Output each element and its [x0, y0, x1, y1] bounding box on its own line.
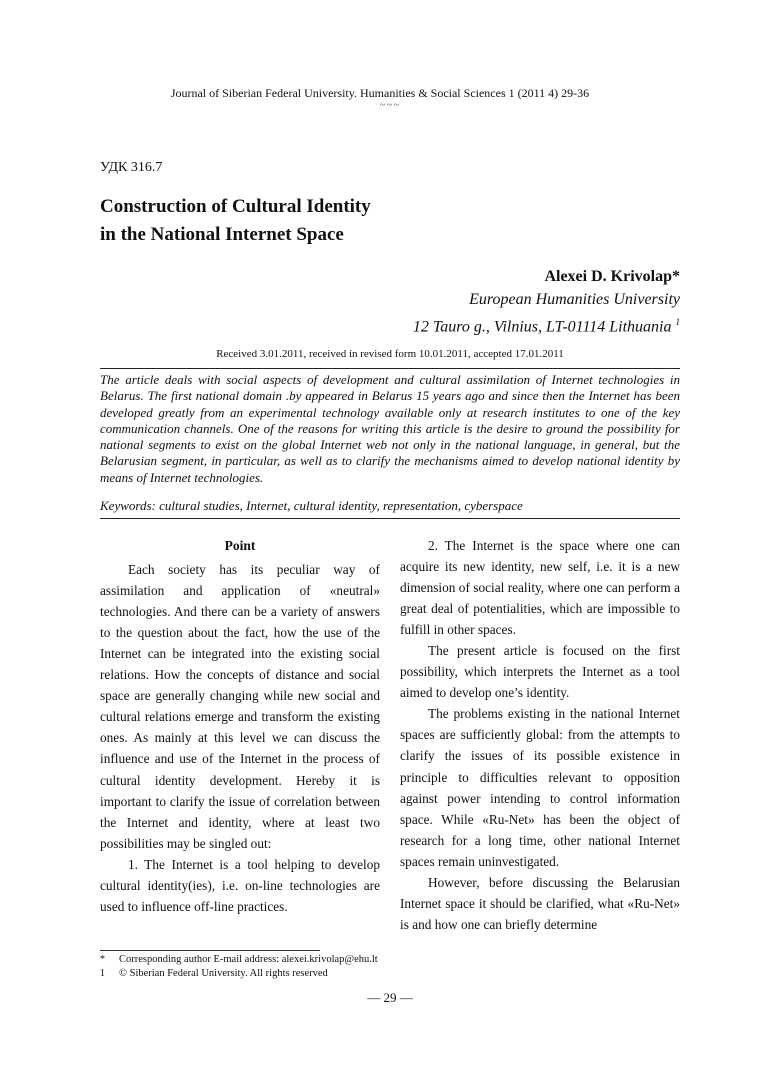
title-line-2: in the National Internet Space	[100, 224, 344, 245]
footnotes	[100, 953, 378, 981]
paragraph: 2. The Internet is the space where one can acquire its new identity, new self, i.e. it is a new dimension of social reality, where one can perform a great deal of potentialities, which are impossible to fulfill in other spaces.	[400, 538, 680, 638]
right-column	[400, 535, 680, 935]
footnote	[100, 967, 378, 981]
author-block	[413, 265, 680, 338]
journal-header: Journal of Siberian Federal University. Humanities & Social Sciences 1 (2011 4) 29-36	[170, 86, 590, 100]
footnote-mark: *	[100, 954, 105, 965]
author-affiliation: European Humanities University	[469, 291, 680, 308]
header-ornament: ~~~	[379, 99, 401, 111]
paragraph: 1. The Internet is a tool helping to develop cultural identity(ies), i.e. on-line technologies are used to influence off-line practices.	[100, 856, 380, 914]
paragraph: The present article is focused on the first possibility, which interprets the Internet as a tool aimed to develop one’s identity.	[400, 643, 680, 701]
paragraph: Each society has its peculiar way of assimilation and application of «neutral» technologies. And there can be a variety of answers to the question about the fact, how the use of the Internet can be integrated into the existing social relations. How the concepts of distance and social space are generally changing while new social and cultural relations emerge and transform the existing ones. As mainly at this level we can discuss the influence and use of the Internet in the process of cultural identity development. Hereby it is important to clarify the issue of correlation between the Internet and identity, where at least two possibilities may be singled out:	[100, 562, 380, 851]
udk-code: УДК 316.7	[100, 160, 163, 175]
page-number: — 29 —	[367, 990, 413, 1005]
abstract: The article deals with social aspects of development and cultural assimilation of Internet technologies in Belarus. The first national domain .by appeared in Belarus 15 years ago and since then the Internet has been developed greatly from an experimental technology available only at research institutes to one of the key communication channels. One of the reasons for writing this article is the desire to ground the possibility for national segments to exist on the global Internet web not only in the national language, in general, but the Belarusian segment, in particular, as well as to clarify the mechanisms aimed to develop national identity by means of Internet technologies.	[100, 372, 680, 485]
footnote-mark: 1	[100, 968, 105, 979]
author-address-line	[413, 311, 680, 338]
paragraph: The problems existing in the national Internet spaces are sufficiently global: from the attempts to clarify the issues of its possible existence in principle to difficulties relevant to opposition against power intending to control information space. While «Ru-Net» has been the object of research for a long time, other national Internet spaces remain uninvestigated.	[400, 706, 680, 869]
left-column	[100, 535, 380, 917]
footnote	[100, 953, 378, 967]
abstract-bottom-rule	[100, 518, 680, 519]
received-dates: Received 3.01.2011, received in revised form 10.01.2011, accepted 17.01.2011	[216, 348, 564, 360]
address-footnote-mark: 1	[675, 317, 680, 327]
footnote-rule	[100, 950, 320, 951]
paragraph: However, before discussing the Belarusian Internet space it should be clarified, what «Ru-Net» is and how one can briefly determine	[400, 874, 680, 932]
author-name: Alexei D. Krivolap*	[544, 268, 680, 285]
keywords: Keywords: cultural studies, Internet, cultural identity, representation, cyberspace	[100, 498, 523, 513]
article-title	[100, 193, 371, 249]
title-line-1: Construction of Cultural Identity	[100, 196, 371, 217]
abstract-top-rule	[100, 368, 680, 369]
author-address: 12 Tauro g., Vilnius, LT-01114 Lithuania	[412, 318, 672, 336]
footnote-text: © Siberian Federal University. All rights reserved	[119, 968, 328, 979]
section-heading-point: Point	[224, 538, 256, 553]
footnote-text: Corresponding author E-mail address: alexei.krivolap@ehu.lt	[119, 954, 378, 965]
